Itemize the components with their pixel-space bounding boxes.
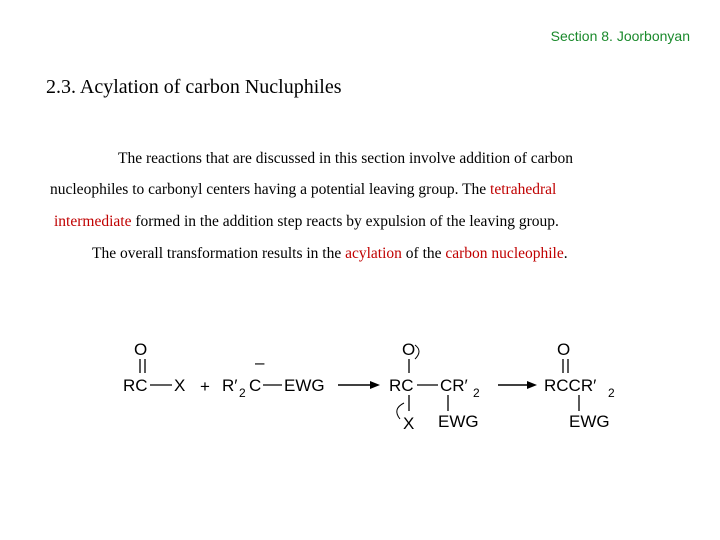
line2-text: nucleophiles to carbonyl centers having a potential leaving group. The [50,181,491,198]
line4-text-c: . [563,245,568,262]
paragraph-line-3 [54,213,559,231]
reactant2-subscript: 2 [239,386,246,400]
product-subscript: 2 [608,386,615,400]
paragraph-line-4 [92,245,568,263]
intermediate-x: X [403,414,415,433]
reactant2-carbon: C [249,376,262,395]
line1-text: The reactions that are discussed in this section involve addition of carbon [118,150,573,167]
reaction-arrow-1-head [370,381,380,389]
reactant2-ewg: EWG [284,376,325,395]
highlight-carbon-nucleophile: carbon nucleophile [445,245,564,262]
intermediate-cr: CR′ [440,376,468,395]
intermediate-ewg: EWG [438,412,479,431]
line4-text-a: The overall transformation results in the [92,245,346,262]
paragraph-line-1 [118,150,573,168]
reaction-scheme [118,335,618,435]
plus-sign: + [200,377,210,396]
reactant1-rc: RC [123,376,148,395]
highlight-intermediate: intermediate [54,213,132,230]
section-label: Section 8. Joorbonyan [550,28,690,44]
product-formula: RCCR′ [544,376,597,395]
slide-title: 2.3. Acylation of carbon Nucluphiles [46,76,342,98]
highlight-acylation: acylation [345,245,402,262]
line4-text-b: of the [401,245,446,262]
reaction-arrow-2-head [527,381,537,389]
intermediate-subscript: 2 [473,386,480,400]
product-oxygen: O [557,340,571,359]
reactant1-oxygen: O [134,340,148,359]
reactant1-x: X [174,376,186,395]
highlight-tetrahedral: tetrahedral [490,181,557,198]
paragraph-line-2 [50,181,556,199]
intermediate-rc: RC [389,376,414,395]
product-ewg: EWG [569,412,610,431]
line3-text: formed in the addition step reacts by expulsion of the leaving group. [131,213,559,230]
intermediate-oxygen: O [402,340,416,359]
reactant2-r: R′ [222,376,238,395]
reactant2-charge: – [255,353,265,372]
intermediate-curved-arrow-top [415,345,419,359]
